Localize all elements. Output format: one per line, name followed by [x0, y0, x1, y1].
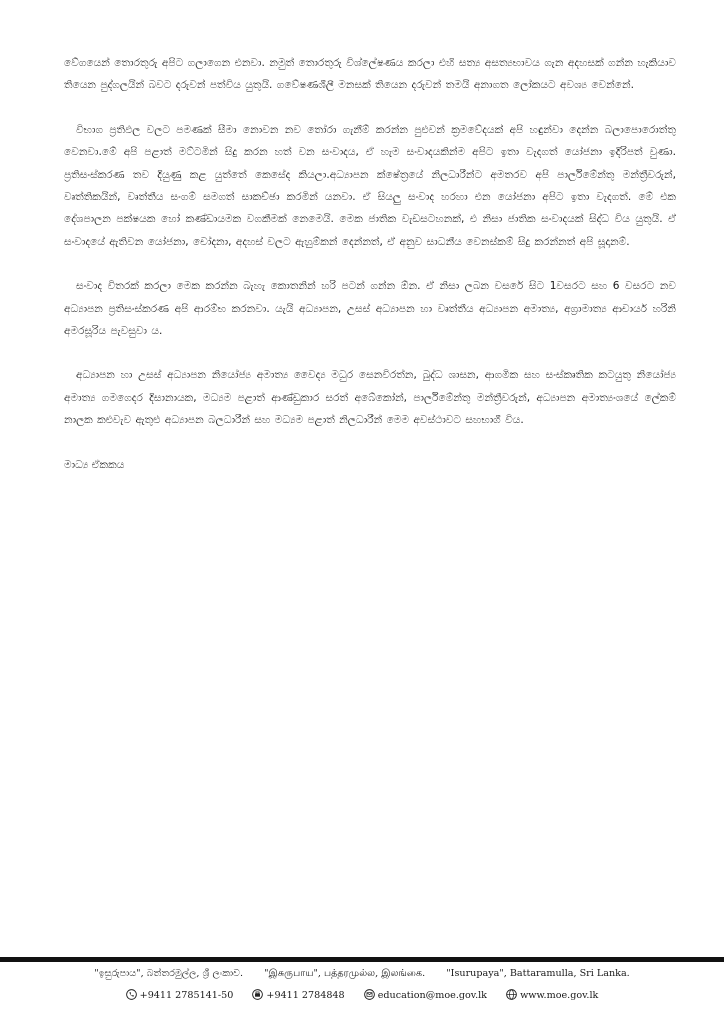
- paragraph-1: වේගයෙන් තොරතුරු අපිට ගලාගෙන එනවා. නමුත් තොරතුරු විශ්ලේෂණය කරලා එහි සත්‍ය අසත්‍යභාවය ගැන අදහසක් ගන්න හැකියාව තියෙන පුද්ගලයින් බවට දරුවන් පත්විය යුතුයි. ගවේෂණශීලී මනසක් තියෙන දරුවන් තමයි අනාගත ලෝකයට අවශ්‍ය වෙන්නේ.: [64, 57, 676, 92]
- signature-media-unit: මාධ්‍ය ඒකකය: [64, 458, 125, 471]
- address-sinhala: "ඉසුරුපාය", බත්තරමුල්ල, ශ්‍රී ලංකාව.: [94, 968, 244, 979]
- email-address: education@moe.gov.lk: [377, 990, 487, 1001]
- address-english: "Isurupaya", Battaramulla, Sri Lanka.: [446, 968, 630, 979]
- footer-contacts: [0, 989, 724, 1001]
- contact-email: [364, 989, 487, 1001]
- footer-address: [0, 968, 724, 980]
- email-icon: [364, 989, 375, 1000]
- fax-number: +9411 2784848: [266, 990, 345, 1001]
- fax-icon: [252, 989, 263, 1000]
- footer-divider: [0, 957, 724, 962]
- web-icon: [506, 989, 517, 1000]
- address-tamil: "இசுருபாய", பத்தரமுல்ல, இலங்கை.: [264, 968, 426, 979]
- phone-icon: [126, 989, 137, 1000]
- paragraph-4: අධ්‍යාපන හා උසස් අධ්‍යාපන නියෝජ්‍ය අමාත්‍ය වෛද්‍ය මධුර සෙනවිරත්න, බුද්ධ ශාසන, ආගමික සහ සංස්කෘතික කටයුතු නියෝජ්‍ය අමාත්‍ය ගමගෙදර දිසානායක, මධ්‍යම පළාත් ආණ්ඩුකාර සරත් අබේකෝන්, පාර්ලිමේන්තු මන්ත්‍රීවරුන්, අධ්‍යාපන අමාත්‍යංශයේ ලේකම් නාලක කළුවැව ඇතුළු අධ්‍යාපන බලධාරීන් සහ මධ්‍යම පළාත් නිලධාරීන් මෙම අවස්ථාවට සහභාගී විය.: [64, 369, 676, 427]
- phone-number: +9411 2785141-50: [139, 990, 234, 1001]
- document-body: [64, 52, 676, 476]
- contact-phone: [126, 989, 234, 1001]
- paragraph-2: විභාග ප්‍රතිඵල වලට පමණක් සීමා නොවන නව තෝරා ගැනීම් කරන්න පුළුවන් ක්‍රමවේදයක් අපි හඳුන්වා දෙන්න බලාපොරොත්තු වෙනවා.මේ අපි පළාත් මට්ටමින් සිදු කරන හත් වන සංවාදය, ඒ හැම සංවාදයකින්ම අපිට ඉතා වැදගත් යෝජනා ඉදිරිපත් වුණා. ප්‍රතිසංස්කරණ තව දියුණු කළ යුත්තේ කෙසේද කියලා.අධ්‍යාපන ක්ෂේත්‍රයේ නිලධාරීන්ට අමතරව අපි පාර්ලිමේන්තු මන්ත්‍රීවරුන්, වෘත්තිකයින්, වෘත්තීය සංගම් සමගත් සාකච්ඡා කරමින් යනවා. ඒ සියලු සංවාද හරහා එන යෝජනා අපිට ඉතා වැදගත්. මේ එක දේශපාලන පක්ෂයක හෝ කණ්ඩායමක වගකීමක් නෙමෙයි. මෙක ජාතික වැඩසටහනක්, එ නිසා ජාතික සංවාදයක් සිද්ධ විය යුතුයි. ඒ සංවාදයේ ඇතිවන යෝජනා, චෝදනා, අදහස් වලට ඇහුම්කන් දෙන්නත්, ඒ අනුව සාධනීය වෙනස්කම් සිදු කරන්නත් අපි සූදානම්.: [64, 123, 676, 248]
- contact-fax: [252, 989, 344, 1001]
- paragraph-3: සංවාද විතරක් කරලා මෙක කරන්න බැහැ කොතනින් හරි පටන් ගන්න ඕන. ඒ නිසා ලබන වසරේ සිට 1වසරට සහ 6 වසරට නව අධ්‍යාපන ප්‍රතිසංස්කරණ අපි ආරම්භ කරනවා. යැයි අධ්‍යාපන, උසස් අධ්‍යාපන හා වෘත්තීය අධ්‍යාපන අමාත්‍ය, අග්‍රාමාත්‍ය ආචාර්ය හරිනි අමරසූරිය පැවසුවා ය.: [64, 280, 676, 338]
- website-url: www.moe.gov.lk: [520, 990, 599, 1001]
- contact-website: [506, 989, 598, 1001]
